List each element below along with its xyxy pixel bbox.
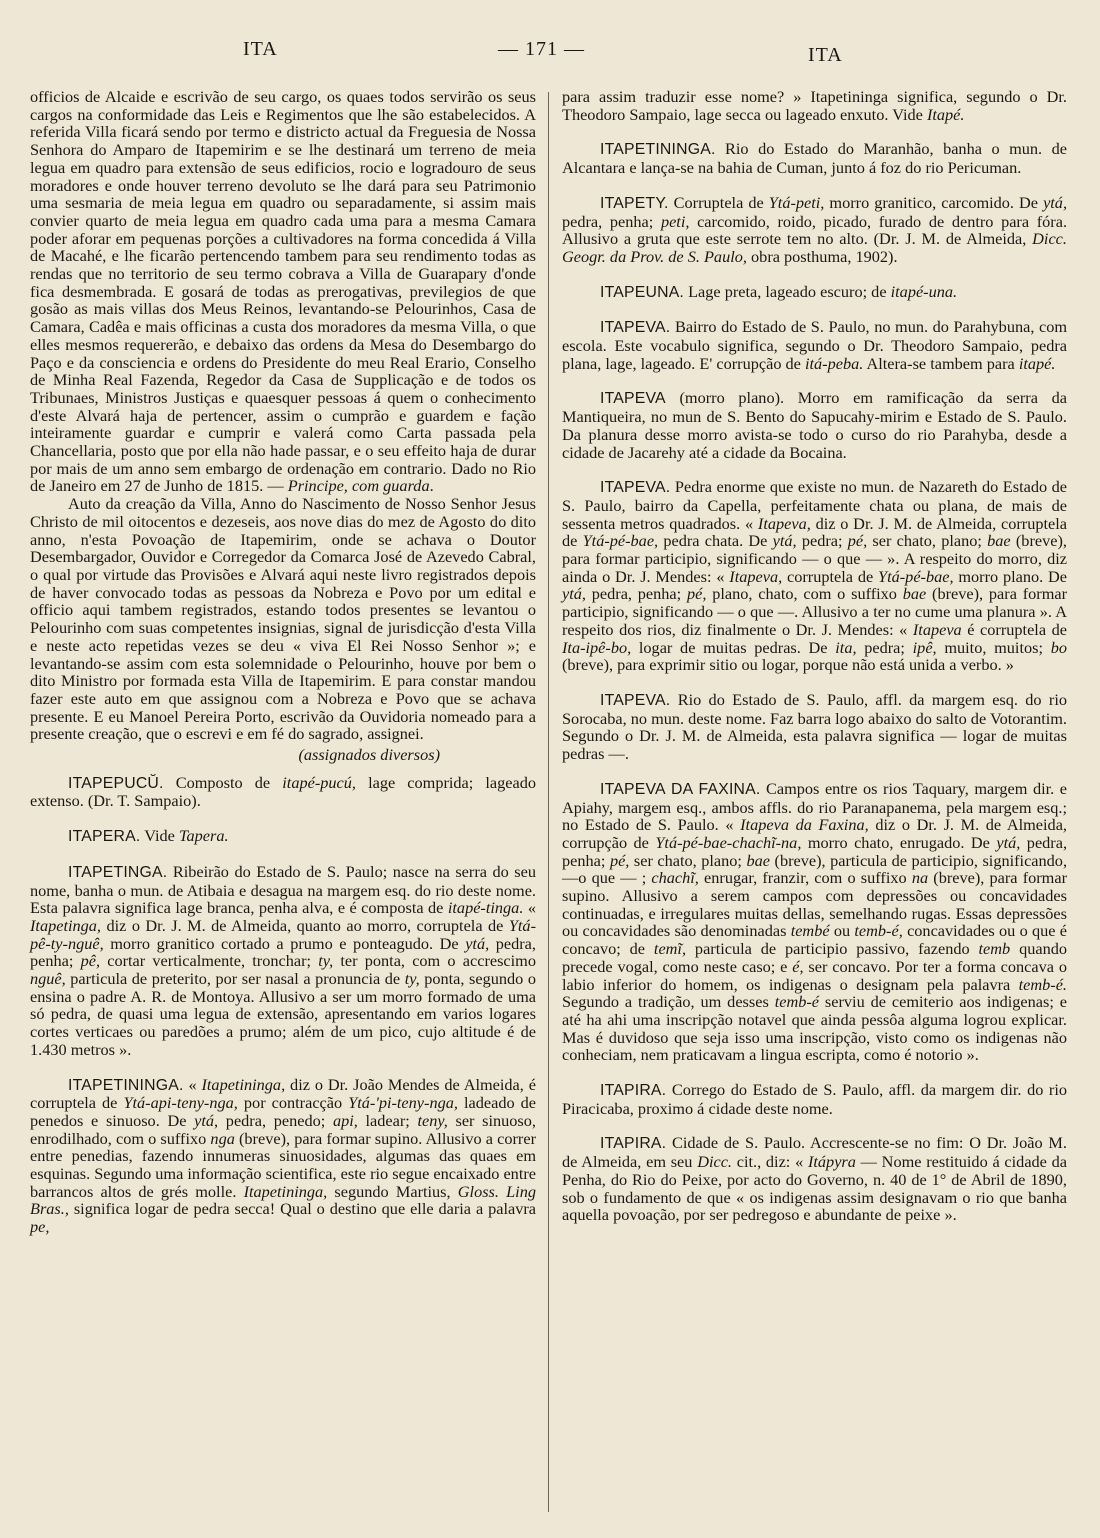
entry-itapeuna: ITAPEUNA. Lage preta, lageado escuro; de itapé-una. <box>600 281 958 301</box>
headword: ITAPERA. <box>68 828 141 846</box>
signature-line: (assignados diversos) <box>298 745 440 765</box>
headword: ITAPEVA. <box>600 319 671 337</box>
entry-itapira-corrego: ITAPIRA. Corrego do Estado de S. Paulo, affl. da margem dir. do rio Piracicaba, proximo á cidade deste nome. <box>562 1080 1067 1118</box>
headword: ITAPEVA <box>600 390 666 408</box>
right-column <box>562 88 1067 1241</box>
headword: ITAPEUNA. <box>600 283 685 301</box>
running-head <box>0 38 1100 68</box>
entry-itapety: ITAPETY. Corruptela de Ytá-peti, morro granitico, carcomido. De ytá, pedra, penha; peti, carcomido, roido, picado, furado de dentro para fóra. Allusivo a gruta que este serrote tem no alto. (Dr. J. M. de Almeida, Dicc. Geogr. da Prov. de S. Paulo, obra posthuma, 1902). <box>562 192 1068 266</box>
entry-itapeva-morro: ITAPEVA (morro plano). Morro em ramificação da serra da Mantiqueira, no mun de S. Bento do Sapucahy-mirim e Estado de S. Paulo. Da planura desse morro avista-se todo o curso do rio Parahyba, desde a cidade de Jacarehy até a cidade da Bocaina. <box>562 388 1067 462</box>
entry-itapira-cidade: ITAPIRA. Cidade de S. Paulo. Accrescente-se no fim: O Dr. João M. de Almeida, em seu Dicc. cit., diz: « Itápyra — Nome restituido á cidade da Penha, do Rio do Peixe, por acto do Governo, n. 40 de 1° de Abril de 1890, sob o fundamento de que « os indigenas assim designavam o rio que banha aquella povoação, por ser pedregoso e abundante de peixe ». <box>562 1133 1068 1225</box>
auto-paragraph: Auto da creação da Villa, Anno do Nascimento de Nosso Senhor Jesus Christo de mil oitocentos e dezeseis, aos nove dias do mez de Agosto do dito anno, n'esta Povoação de Itapemirim, onde se achava o Doutor Desembargador, Ouvidor e Corregedor da Comarca José de Azevedo Cabral, o qual por virtude das Provisões e Alvará aqui neste livro registrados depois de haver convocado todas as pessoas da Nobreza e Povo por um edital e officio aqui tambem registrados, estando todos presentes se levantou o Pelourinho com suas competentes insignias, signal de jurisdicção d'esta Villa e neste acto repetidas vezes se deu « viva El Rei Nosso Senhor »; e levantando-se assim com esta solemnidade o Pelourinho, houve por bem o dito Ministro por formada esta Villa de Itapemirim. E para constar mandou fazer este auto em que assignou com a Nobreza e Povo que se achava presente. E eu Manoel Pereira Porto, escrivão da Ouvidoria nomeado para a presente creação, que o escrevi e em fé do sagrado, assignei. <box>30 494 536 744</box>
headword: ITAPEPUCŬ. <box>68 774 164 792</box>
running-head-left: ITA <box>243 38 278 60</box>
headword: ITAPETINGA. <box>68 863 168 881</box>
entry-itapetininga: ITAPETININGA. « Itapetininga, diz o Dr. João Mendes de Almeida, é corruptela de Ytá-api-teny-nga, por contracção Ytá-'pi-teny-nga, ladeado de penedos e sinuoso. De ytá, pedra, penedo; api, ladear; teny, ser sinuoso, enrodilhado, com o suffixo nga (breve), para formar supino. Allusivo a correr entre penedias, fazendo innumeras sinuosidades, algumas das quaes em esquinas. Segundo uma informação scientifica, este rio segue encaixado entre barrancos altos de grés molle. Itapetininga, segundo Martius, Gloss. Ling Bras., significa logar de pedra secca! Qual o destino que elle daria a palavra pe, <box>30 1074 537 1237</box>
alvara-signature: Principe, com guarda <box>287 476 430 496</box>
headword: ITAPETININGA. <box>68 1076 184 1094</box>
headword: ITAPIRA. <box>600 1135 667 1153</box>
alvara-paragraph: officios de Alcaide e escrivão de seu cargo, os quaes todos servirão os seus cargos na conformidade das Leis e Regimentos que lhe são estabelecidos. A referida Villa ficará sendo por termo e districto actual da Freguesia de Nossa Senhora do Amparo de Itapemirim e se lhe destinará um terreno de meia legua em quadro para extensão de seus edificios, rocio e logradouro de seus moradores e onde houver terreno devoluto se lhe dará para seu Patrimonio uma sesmaria de meia legua em quadro ou separadamente, si assim mais convier quarto de meia legua em quadro cada uma para a mesma Camara poder aforar em pequenas porções a cultivadores na forma concedida á Villa de Macahé, e lhe ficarão pertencendo tambem para seu rendimento todas as rendas que no territorio de seu termo cobrava a Villa de Guarapary d'onde fica desmembrada. E gosará de todas as prerogativas, previlegios de que gosão as mais villas dos Meus Reinos, levantando-se Pelourinhos, Casa de Camara, Cadêa e mais officinas a custa dos moradores da mesma Villa, o que elles mesmos requererão, e debaixo das ordens da Mesa do Desembargo do Paço e da consciencia e ordens do Presidente do meu Real Erario, Conselho de Minha Real Fazenda, Regedor da Casa de Supplicação e de todos os Tribunaes, Ministros Justiças e quaesquer pessoas á quem o conhecimento d'este Alvará haja de pertencer, assim o cumprão e guardem e fação inteiramente guardar e cumprir e valerá como Carta passada pela Chancellaria, posto que por ella não hade passar, e o seu effeito haja de durar por mais de um anno sem embargo de ordenação em contrario. Dado no Rio de Janeiro em 27 de Junho de 1815. — Principe, com guarda. <box>30 87 536 496</box>
entry-itapetinga: ITAPETINGA. Ribeirão do Estado de S. Paulo; nasce na serra do seu nome, banha o mun. de Atibaia e desagua na margem esq. do rio deste nome. Esta palavra significa lage branca, penha alva, e é composta de itapé-tinga. « Itapetinga, diz o Dr. J. M. de Almeida, quanto ao morro, corruptela de Ytá-pê-ty-nguê, morro granitico cortado a prumo e ponteagudo. De ytá, pedra, penha; pê, cortar verticalmente, tronchar; ty, ter ponta, com o accrescimo nguê, particula de preterito, por ser nasal a pronuncia de ty, ponta, segundo o ensina o padre A. R. de Montoya. Allusivo a ser um morro formado de uma só pedra, de quasi uma legua de extensão, apresentando em varios logares cortes verticaes ou paredões a prumo; além de um pico, cujo altitude é de 1.430 metros ». <box>30 861 536 1059</box>
entry-itapetininga-continued: para assim traduzir esse nome? » Itapetininga significa, segundo o Dr. Theodoro Sampaio, lage secca ou lageado enxuto. Vide Itapé. <box>562 87 1067 124</box>
column-divider <box>548 92 549 1512</box>
entry-itapepucu: ITAPEPUCŬ. Composto de itapé-pucú, lage comprida; lageado extenso. (Dr. T. Sampaio). <box>30 772 537 811</box>
running-head-right: ITA <box>808 44 843 66</box>
left-column <box>30 88 536 1253</box>
headword: ITAPETININGA. <box>600 141 716 159</box>
headword: ITAPETY. <box>600 194 669 212</box>
headword: ITAPEVA. <box>600 479 671 497</box>
headword: ITAPIRA. <box>600 1082 667 1100</box>
entry-itapetininga-maranhao: ITAPETININGA. Rio do Estado do Maranhão, banha o mun. de Alcantara e lança-se na bahia de Cuman, junto á foz do rio Pericuman. <box>562 139 1067 178</box>
entry-itapeva-da-faxina: ITAPEVA DA FAXINA. Campos entre os rios Taquary, margem dir. e Apiahy, margem esq., ambos affls. do rio Paranapanema, pela margem esq.; no Estado de S. Paulo. « Itapeva da Faxina, diz o Dr. J. M. de Almeida, corrupção de Ytá-pé-bae-chachĩ-na, morro chato, enrugado. De ytá, pedra, penha; pé, ser chato, plano; bae (breve), particula de participio, significando, —o que — ; chachĩ, enrugar, franzir, com o suffixo na (breve), para formar supino. Allusivo a serem campos com depressões ou concavidades continuadas, e irregulares muitas dellas, semelhando rugas. Essas depressões ou concavidades são denominadas tembé ou temb-é, concavidades ou o que é concavo; de temĩ, particula de participio passivo, fazendo temb quando precede vogal, como neste caso; e é, ser concavo. Por ter a forma concava o labio inferior do homem, os indigenas o designam pela palavra temb-é. Segundo a tradição, um desses temb-é serviu de cemiterio aos indigenas; e até ha ahi uma inscripção notavel que ainda pessôa alguma logrou explicar. Mas é duvidoso que seja isso uma inscripção, visto como os indigenas não conheciam, nem praticavam a lingua escripta, como é notorio ». <box>562 778 1068 1065</box>
entry-itapeva-rio: ITAPEVA. Rio do Estado de S. Paulo, affl. da margem esq. do rio Sorocaba, no mun. deste nome. Faz barra logo abaixo do salto de Votorantim. Segundo o Dr. J. M. de Almeida, esta palavra significa — logar de muitas pedras —. <box>562 689 1067 764</box>
entry-itapeva-pedra: ITAPEVA. Pedra enorme que existe no mun. de Nazareth do Estado de S. Paulo, bairro da Capella, perfeitamente chata ou plana, de mais de sessenta metros quadrados. « Itapeva, diz o Dr. J. M. de Almeida, corruptela de Ytá-pé-bae, pedra chata. De ytá, pedra; pé, ser chato, plano; bae (breve), para formar participio, significando — o que — ». A respeito do morro, diz ainda o Dr. J. Mendes: « Itapeva, corruptela de Ytá-pé-bae, morro plano. De ytá, pedra, penha; pé, plano, chato, com o suffixo bae (breve), para formar participio, significando — o que —. Allusivo a ter no cume uma planura ». A respeito dos rios, diz finalmente o Dr. J. Mendes: « Itapeva é corruptela de Ita-ipê-bo, logar de muitas pedras. De ita, pedra; ipê, muito, muitos; bo (breve), para exprimir sitio ou logar, porque não está unida a verbo. » <box>562 477 1068 675</box>
headword: ITAPEVA DA FAXINA. <box>600 780 761 798</box>
headword: ITAPEVA. <box>600 691 671 709</box>
page-number: — 171 — <box>498 38 585 60</box>
entry-itapera: ITAPERA. Vide Tapera. <box>68 826 229 846</box>
entry-itapeva-bairro: ITAPEVA. Bairro do Estado de S. Paulo, no mun. do Parahybuna, com escola. Este vocabulo significa, segundo o Dr. Theodoro Sampaio, pedra plana, lage, lageado. E' corrupção de itá-peba. Altera-se tambem para itapé. <box>562 317 1068 373</box>
